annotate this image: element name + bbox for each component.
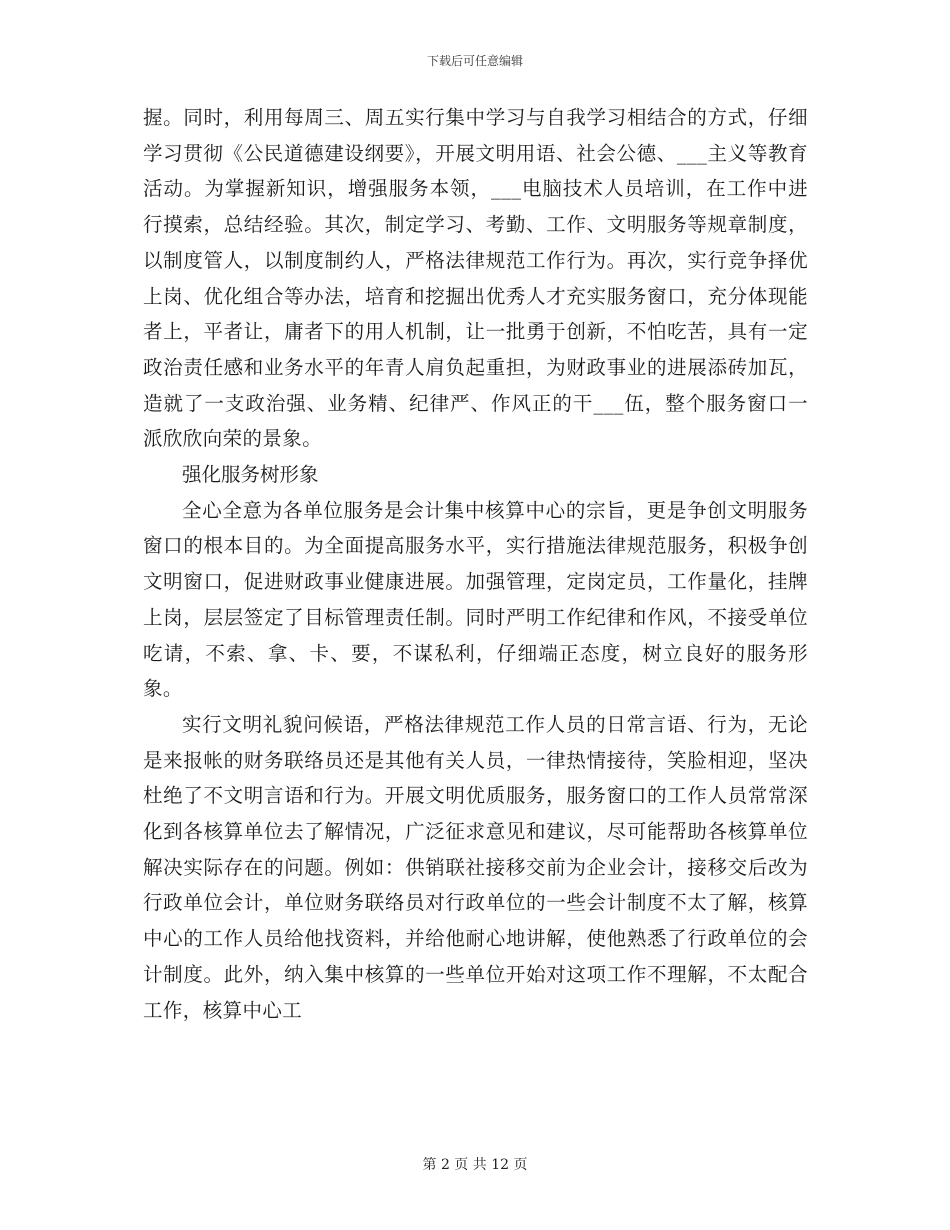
paragraph-2: 全心全意为各单位服务是会计集中核算中心的宗旨，更是争创文明服务窗口的根本目的。为全面提高服务水平，实行措施法律规范服务，积极争创文明窗口，促进财政事业健康进展。加强管理，定岗定员，工作量化，挂牌上岗，层层签定了目标管理责任制。同时严明工作纪律和作风，不接受单位吃请，不索、拿、卡、要，不谋私利，仔细端正态度，树立良好的服务形象。 [143, 498, 808, 701]
paragraph-3: 实行文明礼貌问候语，严格法律规范工作人员的日常言语、行为，无论是来报帐的财务联络员还是其他有关人员，一律热情接待，笑脸相迎，坚决杜绝了不文明言语和行为。开展文明优质服务，服务窗口的工作人员常常深化到各核算单位去了解情况，广泛征求意见和建议，尽可能帮助各核算单位解决实际存在的问题。例如：供销联社接移交前为企业会计，接移交后改为行政单位会计，单位财务联络员对行政单位的一些会计制度不太了解，核算中心的工作人员给他找资料，并给他耐心地讲解，使他熟悉了行政单位的会计制度。此外，纳入集中核算的一些单位开始对这项工作不理解，不太配合工作，核算中心工 [143, 712, 808, 1022]
page-header-note: 下载后可任意编辑 [426, 54, 523, 68]
page-number-footer: 第 2 页 共 12 页 [422, 1157, 528, 1173]
document-body [143, 100, 808, 1028]
section-heading: 强化服务树形象 [182, 463, 319, 487]
paragraph-1: 握。同时，利用每周三、周五实行集中学习与自我学习相结合的方式，仔细学习贯彻《公民道德建设纲要》，开展文明用语、社会公德、___主义等教育活动。为掌握新知识，增强服务本领，___电脑技术人员培训，在工作中进行摸索，总结经验。其次，制定学习、考勤、工作、文明服务等规章制度，以制度管人，以制度制约人，严格法律规范工作行为。再次，实行竞争择优上岗、优化组合等办法，培育和挖掘出优秀人才充实服务窗口，充分体现能者上，平者让，庸者下的用人机制，让一批勇于创新，不怕吃苦，具有一定政治责任感和业务水平的年青人肩负起重担，为财政事业的进展添砖加瓦，造就了一支政治强、业务精、纪律严、作风正的干___伍，整个服务窗口一派欣欣向荣的景象。 [143, 106, 808, 451]
